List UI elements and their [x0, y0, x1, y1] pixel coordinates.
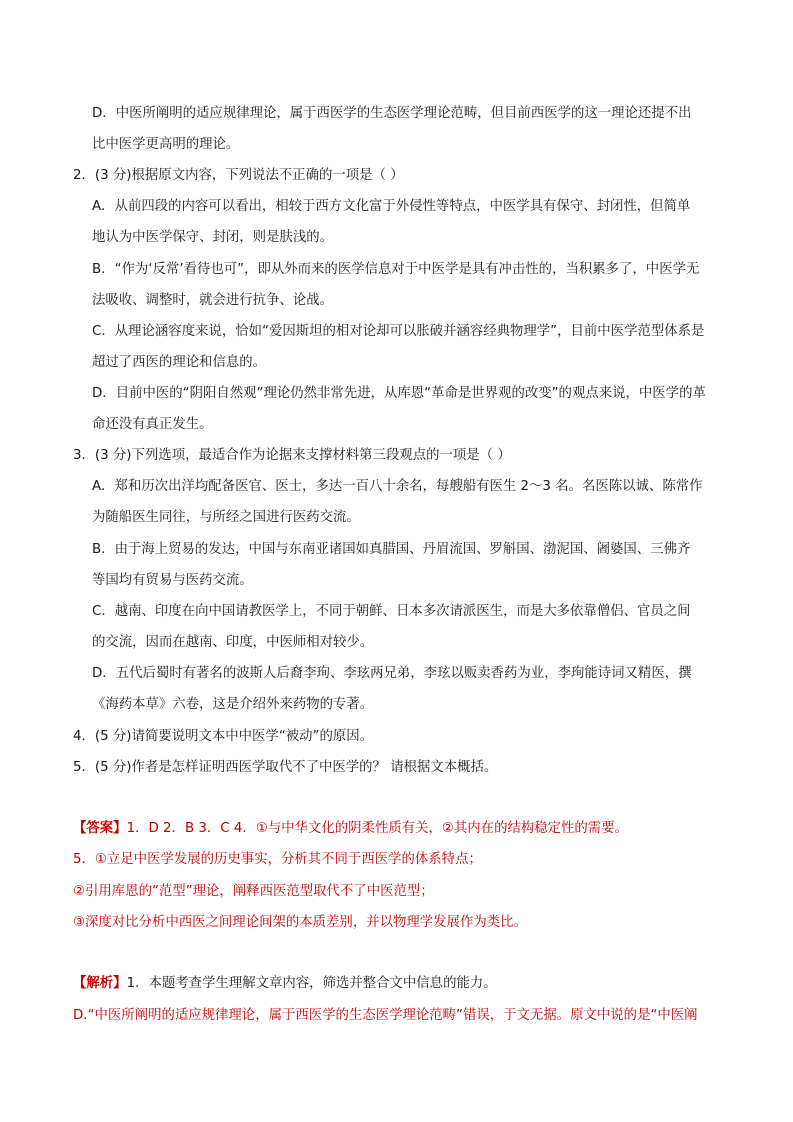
q2-option-c-line2: 超过了西医的理论和信息的。 [92, 355, 267, 370]
q3-option-a-line1: A．郑和历次出洋均配备医官、医士，多达一百八十余名，每艘船有医生 2～3 名。名医陈以诚、陈常作 [92, 479, 703, 494]
q3-stem: 3．(3 分)下列选项，最适合作为论据来支撑材料第三段观点的一项是（ ） [73, 448, 511, 463]
analysis-line2: D.“中医所阐明的适应规律理论，属于西医学的生态医学理论范畴”错误，于文无据。原文中说的是“中医阐 [73, 1008, 698, 1023]
q2-option-a-line2: 地认为中医学保守、封闭，则是肤浅的。 [92, 230, 334, 245]
q1-option-d-line2: 比中医学更高明的理论。 [92, 137, 240, 152]
q3-option-d-line1: D．五代后蜀时有著名的波斯人后裔李珣、李玹两兄弟，李玹以贩卖香药为业，李珣能诗词又精医，撰 [92, 666, 692, 681]
q3-option-c-line1: C．越南、印度在向中国请教医学上，不同于朝鲜、日本多次请派医生，而是大多依靠僧侣、官员之间 [92, 604, 691, 619]
q3-option-a-line2: 为随船医生同往，与所经之国进行医药交流。 [92, 510, 360, 525]
q2-stem: 2．(3 分)根据原文内容，下列说法不正确的一项是（ ） [73, 168, 404, 183]
q3-option-c-line2: 的交流，因而在越南、印度，中医师相对较少。 [92, 635, 374, 650]
answer-label: 【答案】 [73, 821, 127, 836]
q2-option-b-line1: B．“作为‘反常’看待也可”，即从外而来的医学信息对于中医学是具有冲击性的，当积累多了，中医学无 [92, 262, 700, 277]
q3-option-b-line1: B．由于海上贸易的发达，中国与东南亚诸国如真腊国、丹眉流国、罗斛国、渤泥国、阇婆国、三佛齐 [92, 542, 691, 557]
q4-stem: 4．(5 分)请简要说明文本中中医学“被动”的原因。 [73, 729, 374, 744]
q3-option-d-line2: 《海药本草》六卷，这是介绍外来药物的专著。 [92, 697, 374, 712]
q2-option-d-line2: 命还没有真正发生。 [92, 417, 213, 432]
analysis-line1 [73, 974, 497, 994]
answer-line4: ③深度对比分析中西医之间理论间架的本质差别，并以物理学发展作为类比。 [73, 915, 527, 930]
q2-option-c-line1: C．从理论涵容度来说，恰如“爱因斯坦的相对论却可以胀破并涵容经典物理学”，目前中医学范型体系是 [92, 324, 705, 339]
q5-stem: 5．(5 分)作者是怎样证明西医学取代不了中医学的？ 请根据文本概括。 [73, 760, 498, 775]
answer-line3: ②引用库恩的“范型”理论，阐释西医范型取代不了中医范型； [73, 884, 434, 899]
analysis-text-1: 1．本题考查学生理解文章内容，筛选并整合文中信息的能力。 [126, 976, 497, 991]
q2-option-a-line1: A．从前四段的内容可以看出，相较于西方文化富于外侵性等特点，中医学具有保守、封闭性，但简单 [92, 199, 691, 214]
answer-line1 [73, 819, 628, 839]
answer-text-1: 1．D 2．B 3．C 4．①与中华文化的阴柔性质有关，②其内在的结构稳定性的需要。 [126, 821, 628, 836]
answer-line2: 5．①立足中医学发展的历史事实，分析其不同于西医学的体系特点； [73, 852, 482, 867]
q1-option-d-line1: D．中医所阐明的适应规律理论，属于西医学的生态医学理论范畴，但目前西医学的这一理论还提不出 [92, 106, 692, 121]
analysis-label: 【解析】 [73, 976, 127, 991]
q2-option-b-line2: 法吸收、调整时，就会进行抗争、论战。 [92, 293, 334, 308]
q2-option-d-line1: D．目前中医的“阴阳自然观”理论仍然非常先进，从库恩“革命是世界观的改变”的观点来说，中医学的革 [92, 386, 706, 401]
q3-option-b-line2: 等国均有贸易与医药交流。 [92, 573, 253, 588]
